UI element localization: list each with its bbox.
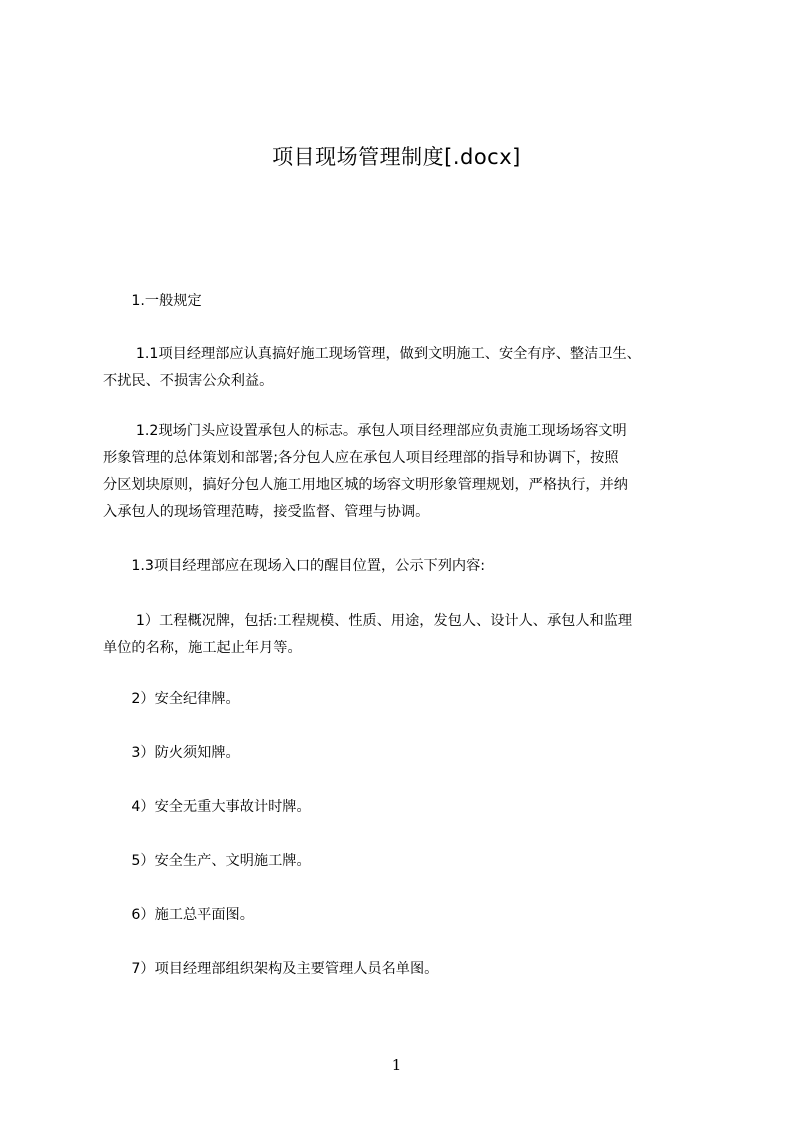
list-item-2	[103, 686, 703, 713]
paragraph-line: 1.3项目经理部应在现场入口的醒目位置，公示下列内容:	[103, 558, 486, 574]
paragraph-line: 入承包人的现场管理范畴，接受监督、管理与协调。	[103, 504, 430, 520]
paragraph-line: 形象管理的总体策划和部署;各分包人应在承包人项目经理部的指导和协调下，按照	[103, 450, 619, 466]
paragraph-1-2	[103, 418, 703, 526]
paragraph-line: 6）施工总平面图。	[103, 907, 254, 923]
paragraph-line: 分区划块原则，搞好分包人施工用地区城的场容文明形象管理规划，严格执行，并纳	[103, 477, 628, 493]
paragraph-line: 2）安全纪律牌。	[103, 691, 240, 707]
list-item-7	[103, 956, 703, 983]
page-number: 1	[391, 1056, 402, 1074]
list-item-3	[103, 740, 703, 767]
paragraph-line: 4）安全无重大事故计时牌。	[103, 799, 311, 815]
paragraph-line: 3）防火须知牌。	[103, 745, 240, 761]
paragraph-1-1	[103, 341, 703, 395]
document-title: 项目现场管理制度[.docx]	[272, 145, 521, 169]
list-item-6	[103, 902, 703, 929]
paragraph-line: 不扰民、不损害公众利益。	[103, 373, 274, 389]
list-item-1	[103, 608, 703, 662]
paragraph-line: 1.2现场门头应设置承包人的标志。承包人项目经理部应负责施工现场场容文明	[103, 423, 627, 439]
paragraph-line: 5）安全生产、文明施工牌。	[103, 853, 311, 869]
paragraph-line: 1）工程概况牌，包括:工程规模、性质、用途，发包人、设计人、承包人和监理	[103, 613, 633, 629]
paragraph-1-3	[103, 553, 703, 580]
paragraph-line: 1.一般规定	[103, 293, 202, 309]
paragraph-1	[103, 288, 703, 315]
paragraph-line: 1.1项目经理部应认真搞好施工现场管理，做到文明施工、安全有序、整洁卫生、	[103, 346, 641, 362]
list-item-5	[103, 848, 703, 875]
paragraph-line: 单位的名称，施工起止年月等。	[103, 640, 302, 656]
paragraph-line: 7）项目经理部组织架构及主要管理人员名单图。	[103, 961, 439, 977]
list-item-4	[103, 794, 703, 821]
